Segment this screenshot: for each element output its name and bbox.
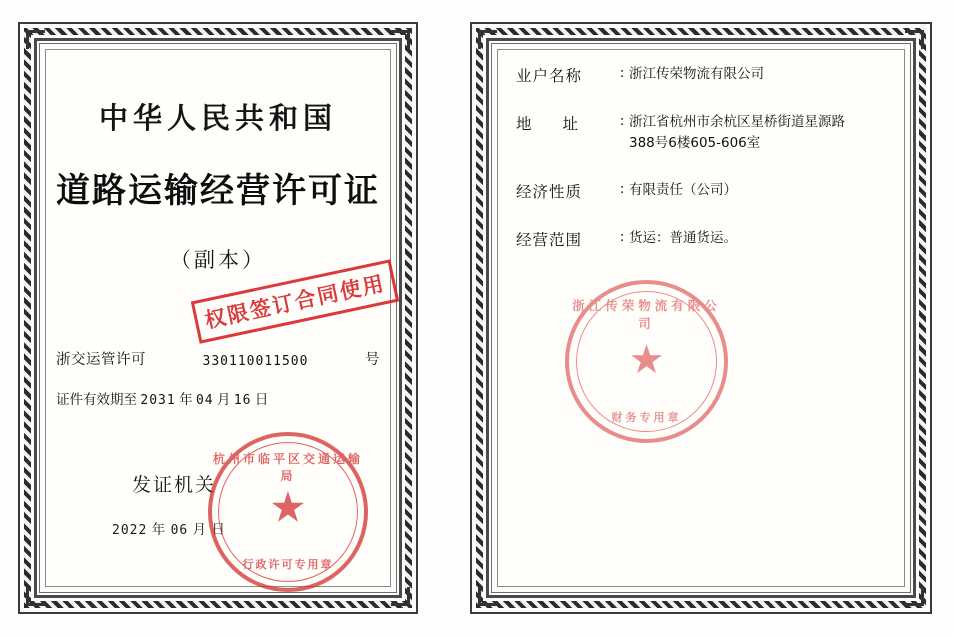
corner-ornament-top-right [391, 30, 410, 49]
field-business-scope [516, 228, 898, 250]
field-label: 经营范围 [516, 230, 583, 249]
issue-date-month-unit: 月 [192, 522, 208, 537]
company-seal-top-text: 浙江传荣物流有限公司 [572, 298, 721, 331]
field-address [516, 112, 898, 154]
issue-date-day-unit: 日 [211, 522, 226, 537]
license-number-value: 330110011500 [202, 354, 309, 369]
official-seal [208, 432, 368, 592]
field-label: 地 址 [516, 115, 579, 133]
issuer-label: 发证机关 [132, 474, 217, 496]
field-label: 业户名称 [516, 67, 583, 85]
corner-ornament-top-left [26, 30, 45, 49]
limited-use-stamp: 权限签订合同使用 [191, 259, 399, 343]
field-value-line: 浙江传荣物流有限公司 [629, 66, 764, 82]
nation-title: 中华人民共和国 [98, 101, 337, 135]
corner-ornament-bottom-left [478, 587, 497, 606]
field-value-line: 浙江省杭州市余杭区星桥街道星源路 [629, 114, 845, 130]
license-number-label: 浙交运管许可 [56, 352, 146, 368]
validity-line [56, 388, 268, 408]
validity-year: 2031 [140, 393, 176, 408]
field-business-name [516, 64, 898, 86]
field-colon: : [620, 180, 625, 197]
field-value-line: 货运：普通货运。 [629, 229, 737, 246]
field-colon: : [620, 113, 625, 129]
validity-month: 04 [195, 393, 214, 408]
company-seal [565, 280, 728, 443]
field-label: 经济性质 [516, 182, 583, 201]
field-value-line: 有限责任（公司） [629, 181, 737, 198]
corner-ornament-bottom-left [26, 587, 45, 606]
field-value [629, 180, 898, 201]
field-colon: : [620, 228, 625, 245]
corner-ornament-bottom-right [391, 587, 410, 606]
field-value [629, 228, 898, 249]
corner-ornament-top-left [478, 30, 497, 49]
issue-date-year-unit: 年 [151, 522, 167, 537]
issue-date-month: 06 [170, 523, 189, 538]
field-colon: : [620, 65, 625, 81]
certificate-title: 道路运输经营许可证 [56, 171, 380, 211]
official-seal-top-text: 杭州市临平区交通运输局 [212, 452, 363, 483]
company-seal-bottom-text: 财务专用章 [611, 411, 682, 424]
field-value-line: 388号6楼605-606室 [629, 134, 761, 151]
validity-month-unit: 月 [216, 392, 231, 407]
license-number-line [56, 348, 380, 369]
license-number-suffix: 号 [365, 352, 380, 368]
field-value [629, 64, 898, 85]
validity-label: 证件有效期至 [56, 392, 137, 407]
certificate-right-page [470, 22, 932, 614]
star-icon: ★ [269, 485, 307, 532]
validity-day-unit: 日 [254, 392, 269, 407]
official-seal-bottom-text: 行政许可专用章 [242, 558, 334, 571]
issue-date-year: 2022 [112, 523, 148, 538]
star-icon: ★ [628, 336, 665, 382]
field-economic-nature [516, 180, 898, 202]
field-value [629, 112, 898, 154]
validity-year-unit: 年 [179, 392, 193, 407]
corner-ornament-bottom-right [905, 587, 924, 606]
certificate-left-page [18, 22, 418, 614]
certificate-subtitle: （副本） [170, 248, 266, 272]
validity-day: 16 [233, 393, 252, 408]
corner-ornament-top-right [905, 30, 924, 49]
